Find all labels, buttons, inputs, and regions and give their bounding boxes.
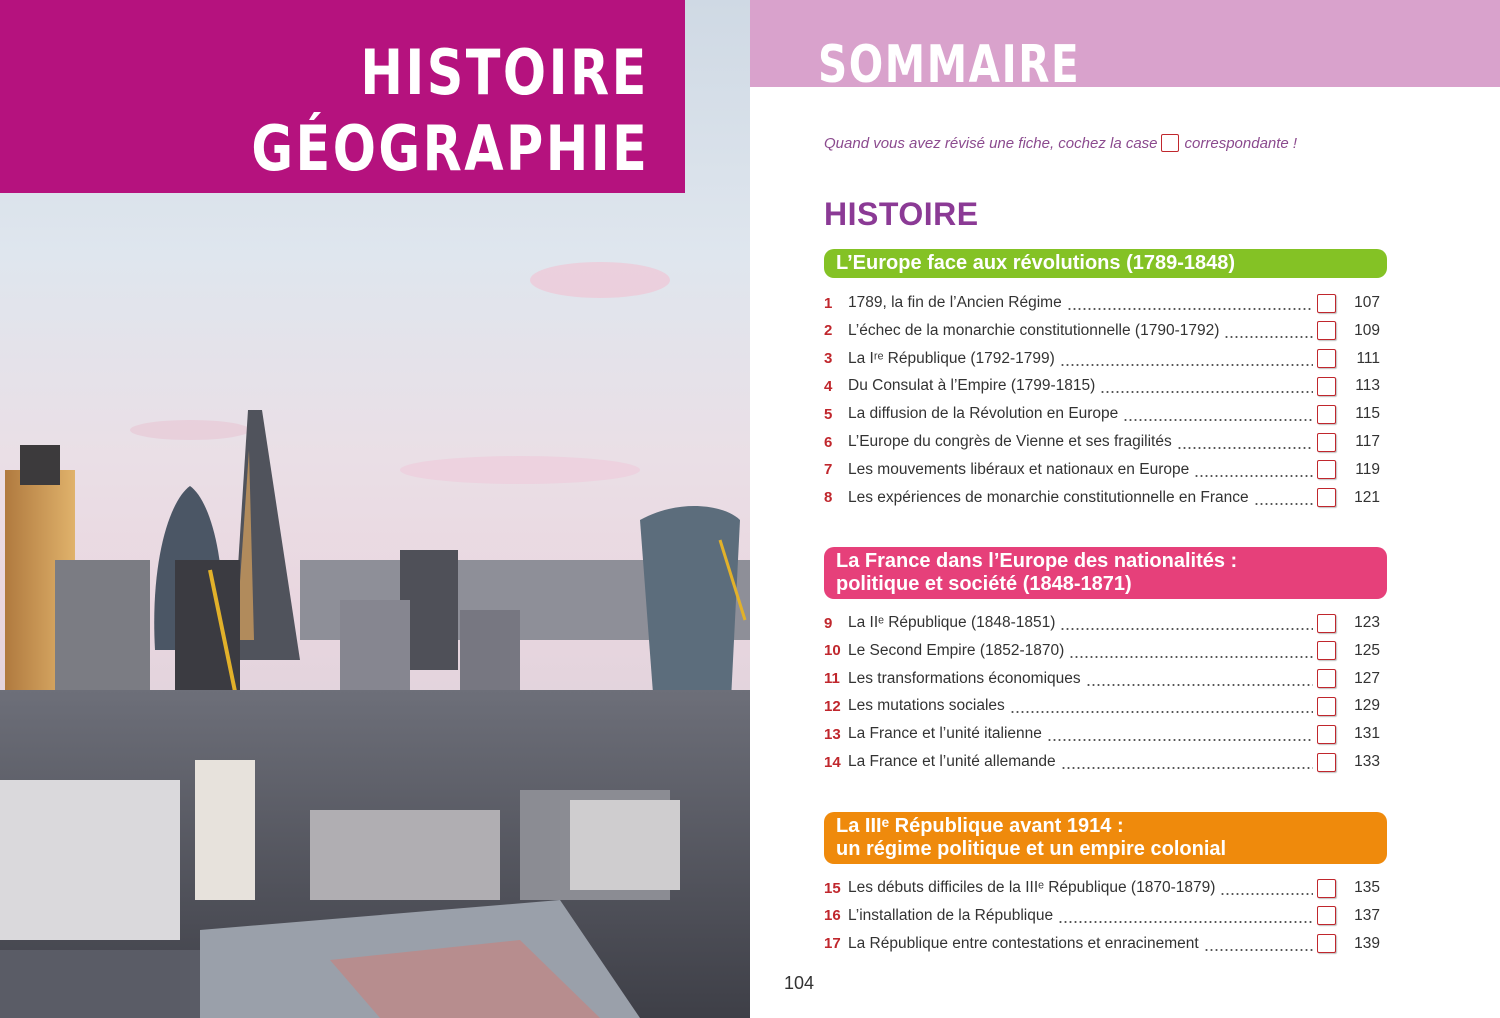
right-page [750, 0, 1500, 1018]
toc-item-page: 119 [1355, 460, 1380, 478]
chapter-title-line: La IIIᵉ République avant 1914 : [836, 815, 1124, 837]
instruction-text [824, 134, 1297, 152]
toc-item-page: 121 [1354, 488, 1380, 506]
instruction-after: correspondante ! [1184, 134, 1298, 152]
revision-checkbox[interactable] [1317, 460, 1336, 479]
revision-checkbox[interactable] [1317, 614, 1336, 633]
toc-item-title: L’Europe du congrès de Vienne et ses fragilités [848, 433, 1172, 450]
toc-item-title: 1789, la fin de l’Ancien Régime [848, 294, 1062, 311]
toc-item [824, 429, 1380, 455]
dot-leader [1100, 373, 1313, 399]
toc-item-page: 127 [1354, 669, 1380, 687]
instruction-before: Quand vous avez révisé une fiche, cochez la case [824, 134, 1158, 152]
chapter-title-line: politique et société (1848-1871) [836, 573, 1132, 595]
toc-item-title: Les débuts difficiles de la IIIᵉ République (1870-1879) [848, 879, 1216, 896]
dot-leader [1194, 457, 1313, 483]
chapter-title-line: un régime politique et un empire colonial [836, 838, 1227, 860]
revision-checkbox[interactable] [1317, 641, 1336, 660]
dot-leader [1204, 931, 1313, 957]
revision-checkbox[interactable] [1317, 906, 1336, 925]
toc-item [824, 903, 1380, 929]
toc-item-page: 107 [1354, 294, 1380, 311]
dot-leader [1047, 721, 1313, 747]
sommaire-title: SOMMAIRE [818, 35, 1081, 87]
toc-item [824, 401, 1380, 427]
toc-item-number: 17 [824, 935, 841, 953]
toc-item-page: 115 [1355, 405, 1380, 423]
title-geographie: GÉOGRAPHIE [251, 112, 649, 185]
dot-leader [1060, 346, 1313, 372]
title-block [0, 0, 685, 193]
toc-item-number: 7 [824, 461, 833, 479]
toc-item-number: 15 [824, 879, 841, 897]
revision-checkbox[interactable] [1317, 377, 1336, 396]
dot-leader [1254, 485, 1313, 511]
toc-item [824, 721, 1380, 747]
dot-leader [1010, 693, 1313, 719]
toc-item-page: 125 [1354, 641, 1380, 659]
revision-checkbox[interactable] [1317, 349, 1336, 368]
toc-item-number: 8 [824, 489, 833, 507]
revision-checkbox[interactable] [1317, 405, 1336, 424]
toc-item-title: La Iʳᵉ République (1792-1799) [848, 349, 1055, 367]
dot-leader [1067, 290, 1313, 316]
toc-item [824, 318, 1380, 344]
toc-item-page: 111 [1356, 349, 1380, 367]
toc-item [824, 875, 1380, 901]
toc-item-page: 133 [1354, 753, 1380, 770]
toc-item-number: 9 [824, 614, 833, 632]
toc-item-title: L’échec de la monarchie constitutionnelle (1790-1792) [848, 321, 1220, 339]
toc-item-number: 3 [824, 350, 833, 368]
toc-item-page: 117 [1355, 433, 1380, 450]
dot-leader [1069, 638, 1313, 664]
dot-leader [1061, 749, 1313, 775]
toc-item-number: 13 [824, 725, 841, 743]
toc-item-title: La IIᵉ République (1848-1851) [848, 614, 1056, 631]
toc-item-page: 137 [1354, 906, 1380, 924]
dot-leader [1177, 429, 1313, 455]
toc-item-page: 109 [1354, 321, 1380, 339]
toc-item-title: Les mutations sociales [848, 697, 1005, 715]
toc-item [824, 610, 1380, 636]
chapter-title-line: La France dans l’Europe des nationalités : [836, 550, 1238, 572]
dot-leader [1123, 401, 1313, 427]
revision-checkbox[interactable] [1317, 725, 1336, 744]
toc-item [824, 290, 1380, 316]
toc-item-title: L’installation de la République [848, 906, 1054, 924]
toc-item-title: Les expériences de monarchie constitutionnelle en France [848, 488, 1249, 506]
toc-item [824, 457, 1380, 483]
revision-checkbox[interactable] [1317, 753, 1336, 772]
revision-checkbox[interactable] [1317, 321, 1336, 340]
dot-leader [1220, 875, 1313, 901]
revision-checkbox[interactable] [1317, 697, 1336, 716]
chapter-banner [824, 812, 1387, 864]
revision-checkbox[interactable] [1317, 934, 1336, 953]
toc-item-title: La France et l’unité italienne [848, 725, 1042, 743]
toc-item-number: 4 [824, 377, 833, 395]
dot-leader [1058, 903, 1313, 929]
toc-item [824, 638, 1380, 664]
toc-item [824, 931, 1380, 957]
toc-item [824, 749, 1380, 775]
toc-item-title: Du Consulat à l’Empire (1799-1815) [848, 377, 1096, 395]
revision-checkbox[interactable] [1317, 488, 1336, 507]
toc-item-title: La France et l’unité allemande [848, 753, 1056, 770]
toc-item-number: 11 [824, 670, 840, 688]
chapter-banner [824, 547, 1387, 599]
toc-item-title: La diffusion de la Révolution en Europe [848, 405, 1119, 423]
toc-item-number: 2 [824, 322, 833, 340]
toc-item-page: 129 [1354, 697, 1380, 715]
dot-leader [1224, 318, 1313, 344]
dot-leader [1060, 610, 1313, 636]
toc-item [824, 666, 1380, 692]
toc-item-title: La République entre contestations et enracinement [848, 934, 1199, 952]
toc-item-number: 14 [824, 753, 841, 771]
toc-item-title: Les mouvements libéraux et nationaux en Europe [848, 460, 1190, 478]
toc-item-page: 131 [1354, 725, 1380, 743]
toc-item-page: 139 [1354, 934, 1380, 952]
toc-item [824, 693, 1380, 719]
toc-item-number: 16 [824, 907, 841, 925]
toc-item-title: Les transformations économiques [848, 669, 1081, 687]
revision-checkbox[interactable] [1317, 433, 1336, 452]
page-number: 104 [784, 973, 815, 993]
dot-leader [1086, 666, 1313, 692]
section-heading: HISTOIRE [824, 196, 979, 232]
chapter-banner [824, 249, 1387, 278]
revision-checkbox[interactable] [1317, 669, 1336, 688]
toc-item [824, 346, 1380, 372]
checkbox-example-icon [1161, 134, 1179, 152]
revision-checkbox[interactable] [1317, 879, 1336, 898]
toc-item-number: 10 [824, 642, 841, 660]
toc-item-number: 1 [824, 294, 833, 312]
toc-item [824, 485, 1380, 511]
toc-item-number: 5 [824, 405, 833, 423]
sommaire-header [750, 0, 1500, 87]
title-histoire: HISTOIRE [360, 36, 649, 109]
toc-item-page: 135 [1354, 879, 1380, 896]
toc-item-title: Le Second Empire (1852-1870) [848, 641, 1065, 659]
revision-checkbox[interactable] [1317, 294, 1336, 313]
toc-item-number: 12 [824, 697, 841, 715]
toc-item-number: 6 [824, 433, 833, 451]
toc-item [824, 373, 1380, 399]
chapter-title-line: L’Europe face aux révolutions (1789-1848) [836, 252, 1236, 274]
toc-item-page: 113 [1355, 377, 1380, 395]
toc-item-page: 123 [1354, 614, 1380, 631]
